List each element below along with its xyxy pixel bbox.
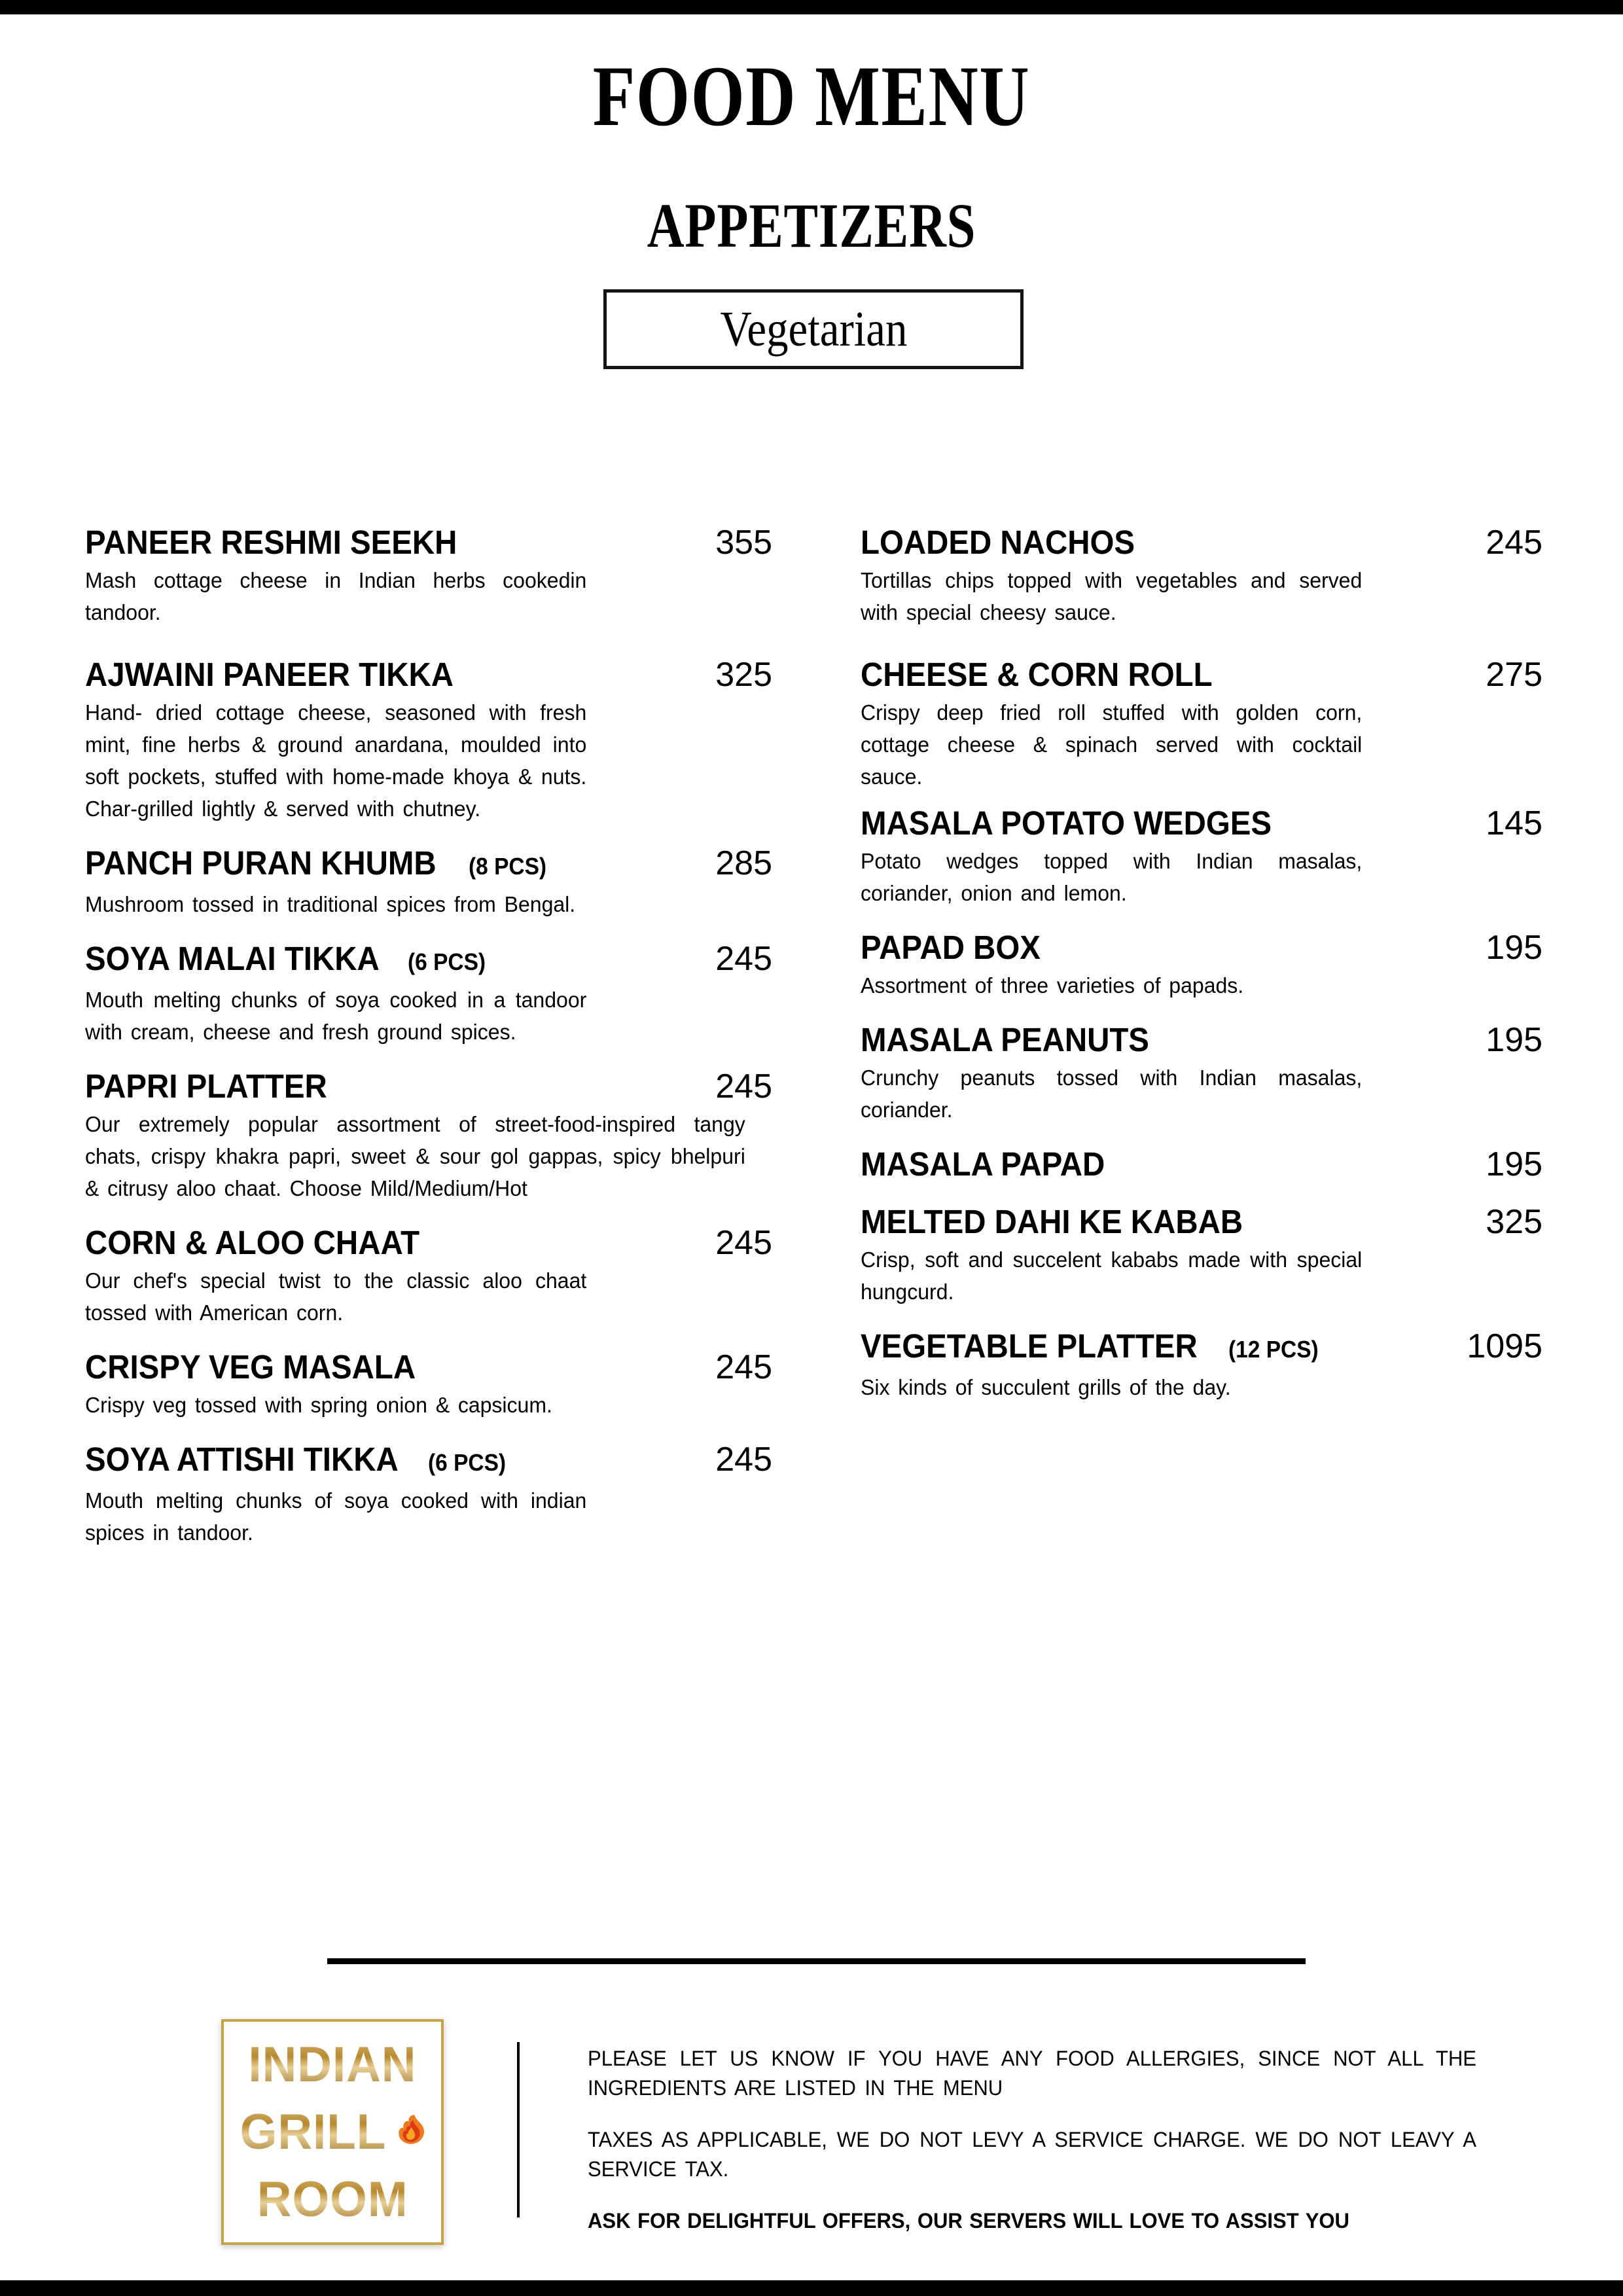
menu-item-namewrap bbox=[861, 656, 1239, 694]
spacer bbox=[85, 1329, 772, 1348]
menu-item-price: 1095 bbox=[1467, 1327, 1543, 1365]
vegetarian-badge-label: Vegetarian bbox=[720, 302, 907, 357]
menu-item-head bbox=[85, 1067, 772, 1105]
menu-item-name: MELTED DAHI KE KABAB bbox=[861, 1203, 1243, 1240]
menu-item[interactable] bbox=[861, 804, 1543, 909]
spacer bbox=[85, 920, 772, 940]
menu-item-quantity: (12 PCS) bbox=[1228, 1336, 1319, 1363]
menu-item-name: PAPAD BOX bbox=[861, 929, 1041, 966]
spacer bbox=[85, 1048, 772, 1067]
menu-item-namewrap bbox=[861, 1021, 1171, 1059]
menu-item-price: 245 bbox=[715, 1348, 772, 1386]
menu-item[interactable] bbox=[85, 1348, 772, 1421]
menu-item-description: Potato wedges topped with Indian masalas, coriander, onion and lemon. bbox=[861, 849, 1363, 905]
menu-item-price: 245 bbox=[715, 1067, 772, 1105]
logo-text-indian: INDIAN bbox=[248, 2036, 417, 2092]
menu-item-head bbox=[861, 1021, 1543, 1059]
menu-item[interactable] bbox=[861, 929, 1543, 1001]
menu-item[interactable] bbox=[861, 524, 1543, 628]
menu-column-right bbox=[861, 524, 1543, 1403]
menu-item-description: Our extremely popular assortment of street-food-inspired tangy chats, crispy khakra papri, sweet & sour gol gappas, spicy bhelpuri & citrusy aloo chaat. Choose Mild/Medium/Hot bbox=[85, 1112, 745, 1200]
menu-item-price: 245 bbox=[715, 1441, 772, 1479]
menu-item-description: Six kinds of succulent grills of the day. bbox=[861, 1375, 1231, 1399]
footer-notes bbox=[588, 2044, 1504, 2236]
menu-item-head bbox=[85, 940, 772, 981]
vegetarian-badge bbox=[603, 289, 1024, 369]
spacer bbox=[861, 628, 1543, 656]
menu-item-namewrap bbox=[861, 1203, 1272, 1241]
menu-item-name: LOADED NACHOS bbox=[861, 524, 1135, 561]
logo-line-room bbox=[230, 2172, 435, 2227]
menu-item-head bbox=[85, 844, 772, 886]
menu-item-price: 285 bbox=[715, 844, 772, 882]
menu-item-name: PANCH PURAN KHUMB bbox=[85, 844, 437, 882]
menu-item[interactable] bbox=[85, 524, 772, 628]
menu-item[interactable] bbox=[85, 940, 772, 1048]
menu-item-name: CHEESE & CORN ROLL bbox=[861, 656, 1213, 693]
menu-item-namewrap bbox=[861, 1145, 1123, 1183]
menu-item[interactable] bbox=[861, 656, 1543, 793]
spacer bbox=[861, 909, 1543, 929]
menu-item-price: 195 bbox=[1486, 1145, 1543, 1183]
bottom-black-bar bbox=[0, 2280, 1623, 2296]
menu-item-price: 195 bbox=[1486, 1021, 1543, 1059]
menu-item-name: MASALA PAPAD bbox=[861, 1145, 1105, 1183]
menu-item-namewrap bbox=[85, 940, 491, 981]
logo-text-room: ROOM bbox=[257, 2171, 408, 2227]
menu-item-head bbox=[861, 1327, 1543, 1369]
menu-item-namewrap bbox=[85, 1348, 440, 1386]
menu-item-name: PANEER RESHMI SEEKH bbox=[85, 524, 457, 561]
logo-line-indian bbox=[230, 2037, 435, 2092]
menu-item-quantity: (6 PCS) bbox=[407, 948, 486, 975]
spacer bbox=[85, 1204, 772, 1224]
footer bbox=[0, 2013, 1623, 2274]
menu-item-namewrap bbox=[861, 804, 1302, 842]
menu-item-head bbox=[861, 1203, 1543, 1241]
menu-item-namewrap bbox=[861, 524, 1156, 562]
page-title: FOOD MENU bbox=[592, 48, 1031, 144]
menu-item-price: 275 bbox=[1486, 656, 1543, 694]
menu-item-description: Hand- dried cottage cheese, seasoned with fresh mint, fine herbs & ground anardana, moulded into soft pockets, stuffed with home-made khoya & nuts. Char-grilled lightly & served with chutney. bbox=[85, 700, 587, 821]
menu-item-name: VEGETABLE PLATTER bbox=[861, 1327, 1198, 1365]
menu-item-name: SOYA MALAI TIKKA bbox=[85, 940, 380, 977]
menu-item[interactable] bbox=[85, 1441, 772, 1549]
menu-item-namewrap bbox=[85, 1441, 512, 1482]
allergy-note: PLEASE LET US KNOW IF YOU HAVE ANY FOOD ALLERGIES, SINCE NOT ALL THE INGREDIENTS ARE LISTED IN THE MENU bbox=[588, 2047, 1476, 2100]
menu-item-name: MASALA POTATO WEDGES bbox=[861, 804, 1272, 842]
menu-item-name: CRISPY VEG MASALA bbox=[85, 1348, 416, 1386]
menu-item-description: Tortillas chips topped with vegetables and served with special cheesy sauce. bbox=[861, 568, 1363, 624]
menu-item-name: MASALA PEANUTS bbox=[861, 1021, 1149, 1058]
flame-icon bbox=[393, 2113, 428, 2151]
menu-item-name: PAPRI PLATTER bbox=[85, 1067, 327, 1105]
menu-item-description: Crispy veg tossed with spring onion & capsicum. bbox=[85, 1393, 552, 1417]
menu-item-head bbox=[85, 656, 772, 694]
spacer bbox=[861, 1001, 1543, 1021]
menu-item[interactable] bbox=[861, 1327, 1543, 1403]
menu-item[interactable] bbox=[85, 656, 772, 825]
menu-item-description: Mouth melting chunks of soya cooked in a tandoor with cream, cheese and fresh ground spices. bbox=[85, 988, 587, 1044]
menu-item-head bbox=[85, 1441, 772, 1482]
menu-item-head bbox=[861, 804, 1543, 842]
menu-item-price: 245 bbox=[715, 1224, 772, 1262]
menu-item-head bbox=[861, 929, 1543, 967]
menu-item-head bbox=[861, 1145, 1543, 1183]
menu-item-price: 245 bbox=[1486, 524, 1543, 562]
menu-item-quantity: (6 PCS) bbox=[427, 1449, 506, 1476]
menu-item-namewrap bbox=[85, 844, 552, 886]
menu-item-description: Crunchy peanuts tossed with Indian masalas, coriander. bbox=[861, 1066, 1363, 1122]
menu-item-price: 325 bbox=[1486, 1203, 1543, 1241]
menu-item[interactable] bbox=[85, 1067, 772, 1204]
menu-item-name: CORN & ALOO CHAAT bbox=[85, 1224, 420, 1261]
offers-note: ASK FOR DELIGHTFUL OFFERS, OUR SERVERS WILL LOVE TO ASSIST YOU bbox=[588, 2209, 1349, 2233]
section-title: APPETIZERS bbox=[647, 190, 976, 260]
menu-item[interactable] bbox=[861, 1145, 1543, 1183]
logo-line-grill bbox=[230, 2105, 435, 2160]
menu-item[interactable] bbox=[861, 1203, 1543, 1308]
menu-item-namewrap bbox=[85, 1224, 445, 1262]
menu-item[interactable] bbox=[85, 844, 772, 920]
spacer bbox=[861, 1126, 1543, 1145]
menu-item-head bbox=[861, 656, 1543, 694]
menu-item-namewrap bbox=[85, 1067, 346, 1105]
menu-item-description: Mushroom tossed in traditional spices from Bengal. bbox=[85, 892, 576, 916]
brand-logo bbox=[221, 2019, 444, 2245]
menu-item-description: Our chef's special twist to the classic aloo chaat tossed with American corn. bbox=[85, 1268, 587, 1325]
menu-item-namewrap bbox=[85, 656, 481, 694]
menu-item-price: 355 bbox=[715, 524, 772, 562]
menu-column-left bbox=[85, 524, 772, 1549]
menu-item-price: 195 bbox=[1486, 929, 1543, 967]
spacer bbox=[861, 1308, 1543, 1327]
menu-item-description: Mouth melting chunks of soya cooked with indian spices in tandoor. bbox=[85, 1488, 587, 1545]
menu-item-head bbox=[861, 524, 1543, 562]
footer-vertical-rule bbox=[517, 2042, 520, 2217]
menu-item-price: 245 bbox=[715, 940, 772, 978]
menu-item-name: SOYA ATTISHI TIKKA bbox=[85, 1441, 399, 1478]
menu-item-description: Crisp, soft and succelent kababs made with special hungcurd. bbox=[861, 1247, 1363, 1304]
spacer bbox=[861, 1183, 1543, 1203]
menu-item-head bbox=[85, 1224, 772, 1262]
menu-item-price: 145 bbox=[1486, 804, 1543, 842]
spacer bbox=[85, 1421, 772, 1441]
menu-item[interactable] bbox=[85, 1224, 772, 1329]
menu-item-price: 325 bbox=[715, 656, 772, 694]
logo-text-grill: GRILL bbox=[240, 2104, 386, 2160]
menu-item[interactable] bbox=[861, 1021, 1543, 1126]
footer-divider bbox=[327, 1958, 1306, 1964]
menu-item-description: Crispy deep fried roll stuffed with golden corn, cottage cheese & spinach served with cocktail sauce. bbox=[861, 700, 1363, 789]
menu-item-namewrap bbox=[861, 1327, 1326, 1369]
menu-item-description: Mash cottage cheese in Indian herbs cookedin tandoor. bbox=[85, 568, 587, 624]
tax-note: TAXES AS APPLICABLE, WE DO NOT LEVY A SERVICE CHARGE. WE DO NOT LEAVY A SERVICE TAX. bbox=[588, 2128, 1476, 2181]
menu-item-head bbox=[85, 524, 772, 562]
top-black-bar bbox=[0, 0, 1623, 14]
menu-item-quantity: (8 PCS) bbox=[469, 853, 547, 880]
menu-item-namewrap bbox=[861, 929, 1054, 967]
menu-item-description: Assortment of three varieties of papads. bbox=[861, 973, 1244, 997]
menu-item-name: AJWAINI PANEER TIKKA bbox=[85, 656, 454, 693]
spacer bbox=[85, 825, 772, 844]
spacer bbox=[85, 628, 772, 656]
menu-item-head bbox=[85, 1348, 772, 1386]
menu-item-namewrap bbox=[85, 524, 485, 562]
spacer bbox=[861, 793, 1543, 804]
